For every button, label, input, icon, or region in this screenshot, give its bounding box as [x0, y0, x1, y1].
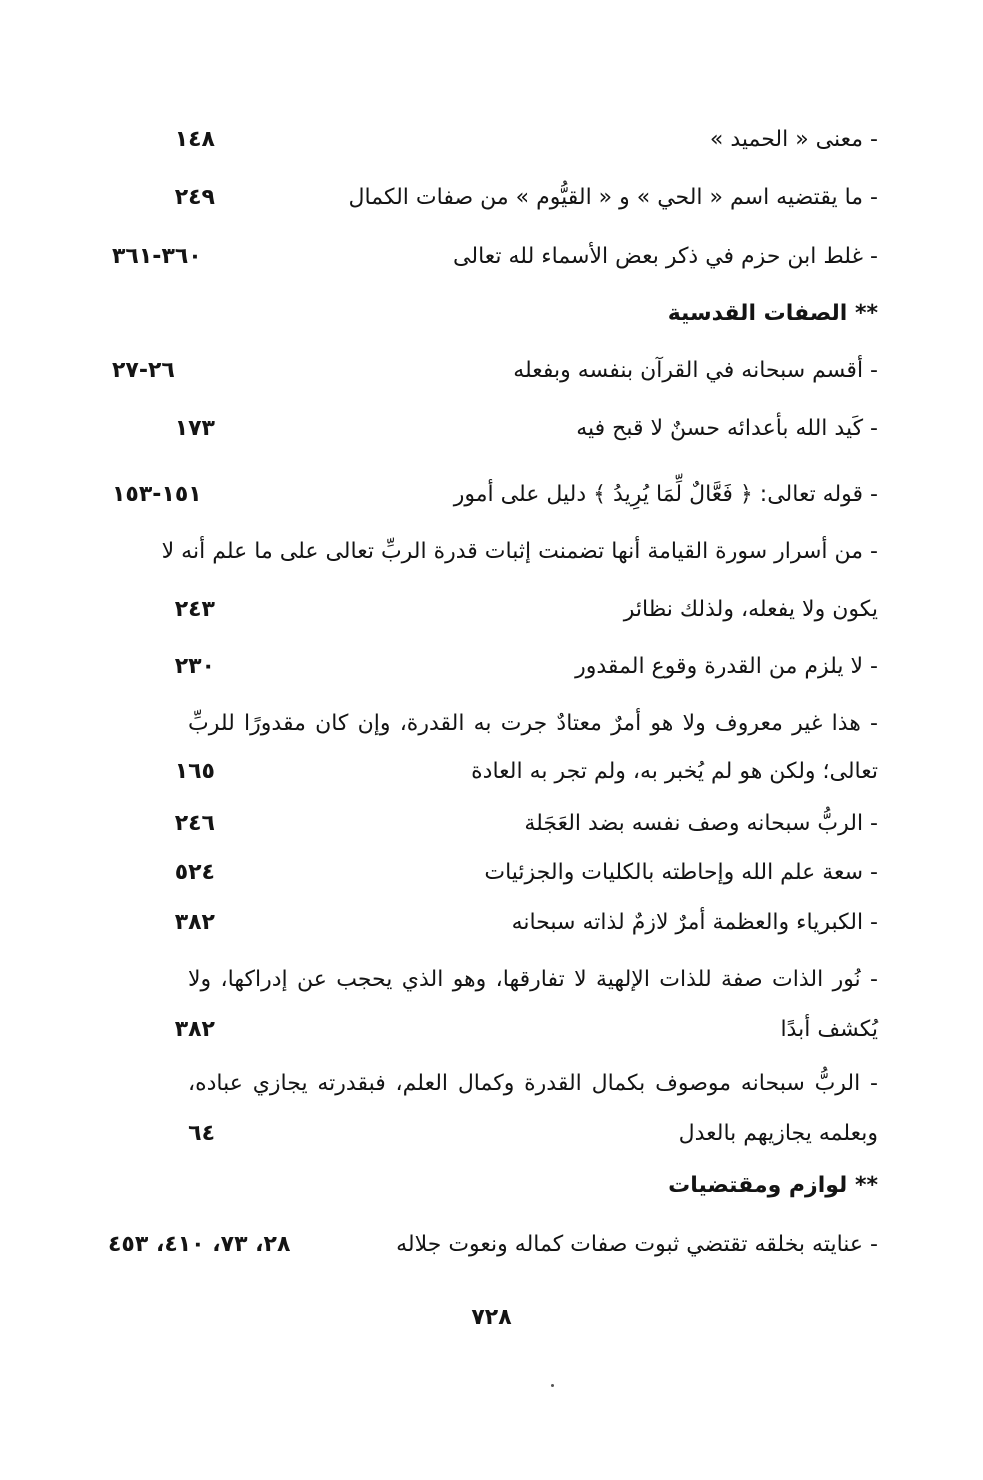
entry-page-number: ١٤٨	[174, 127, 215, 152]
index-entry	[0, 752, 983, 792]
section-heading	[0, 294, 983, 334]
entry-text: - معنى « الحميد »	[709, 127, 878, 152]
index-entry-continued	[0, 704, 983, 744]
entry-page-number: ٥٢٤	[174, 860, 215, 885]
index-entry-continued	[0, 1064, 983, 1104]
entry-page-number: ١٥١-١٥٣	[112, 482, 202, 507]
entry-text: يكون ولا يفعله، ولذلك نظائر	[623, 597, 878, 622]
entry-page-number: ٣٨٢	[174, 1017, 215, 1042]
index-entry	[0, 351, 983, 391]
index-entry	[0, 1225, 983, 1265]
entry-text: - الكبرياء والعظمة أمرٌ لازمٌ لذاته سبحانه	[511, 910, 878, 935]
entry-page-number: ٢٦-٢٧	[112, 358, 175, 383]
index-entry	[0, 178, 983, 218]
entry-text: - غلط ابن حزم في ذكر بعض الأسماء لله تعالى	[453, 244, 878, 269]
entry-page-number: ٢٤٦	[174, 811, 215, 836]
index-entry	[0, 804, 983, 844]
entry-text: - كَيد الله بأعدائه حسنٌ لا قبح فيه	[576, 416, 878, 441]
index-entry	[0, 647, 983, 687]
print-speck	[551, 1384, 554, 1387]
index-entry	[0, 590, 983, 630]
index-entry	[0, 120, 983, 160]
entry-text: - سعة علم الله وإحاطته بالكليات والجزئيات	[484, 860, 878, 885]
entry-text: - من أسرار سورة القيامة أنها تضمنت إثبات قدرة الربِّ تعالى على ما علم أنه لا	[161, 539, 878, 564]
entry-text: يُكشف أبدًا	[780, 1017, 878, 1042]
index-entry	[0, 903, 983, 943]
entry-page-number: ٢٤٩	[174, 185, 215, 210]
entry-text: وبعلمه يجازيهم بالعدل	[678, 1121, 878, 1146]
page-number: ٧٢٨	[471, 1305, 512, 1330]
entry-page-number: ٢٤٣	[174, 597, 215, 622]
index-entry	[0, 1010, 983, 1050]
entry-text: - لا يلزم من القدرة وقوع المقدور	[575, 654, 878, 679]
entry-text: تعالى؛ ولكن هو لم يُخبر به، ولم تجر به العادة	[471, 759, 878, 784]
section-heading-text: ** لوازم ومقتضيات	[668, 1173, 878, 1198]
entry-text: - الربُّ سبحانه موصوف بكمال القدرة وكمال العلم، فبقدرته يجازي عباده،	[188, 1071, 878, 1096]
index-entry	[0, 409, 983, 449]
index-entry-continued	[0, 960, 983, 1000]
entry-page-number: ٢٣٠	[174, 654, 215, 679]
section-heading-text: ** الصفات القدسية	[667, 301, 878, 326]
index-entry-continued	[0, 532, 983, 572]
entry-text: - ما يقتضيه اسم « الحي » و « القيُّوم » من صفات الكمال	[348, 185, 878, 210]
index-entry	[0, 1114, 983, 1154]
entry-page-number: ١٦٥	[174, 759, 215, 784]
entry-text: - أقسم سبحانه في القرآن بنفسه وبفعله	[513, 358, 878, 383]
index-entry	[0, 853, 983, 893]
entry-page-number: ٢٨، ٧٣، ٤١٠، ٤٥٣	[108, 1232, 291, 1257]
entry-text: - الربُّ سبحانه وصف نفسه بضد العَجَلة	[524, 811, 878, 836]
entry-text: - عنايته بخلقه تقتضي ثبوت صفات كماله ونعوت جلاله	[396, 1232, 878, 1257]
index-entry	[0, 237, 983, 277]
entry-page-number: ١٧٣	[174, 416, 215, 441]
entry-text: - هذا غير معروف ولا هو أمرٌ معتادٌ جرت به القدرة، وإن كان مقدورًا للربِّ	[188, 711, 878, 736]
section-heading	[0, 1166, 983, 1206]
entry-page-number: ٦٤	[188, 1121, 215, 1146]
entry-page-number: ٣٦٠-٣٦١	[112, 244, 202, 269]
index-entry	[0, 475, 983, 515]
entry-text: - نُور الذات صفة للذات الإلهية لا تفارقها، وهو الذي يحجب عن إدراكها، ولا	[188, 967, 878, 992]
entry-text: - قوله تعالى: ﴿ فَعَّالٌ لِّمَا يُرِيدُ ﴾ دليل على أمور	[453, 482, 878, 507]
entry-page-number: ٣٨٢	[174, 910, 215, 935]
